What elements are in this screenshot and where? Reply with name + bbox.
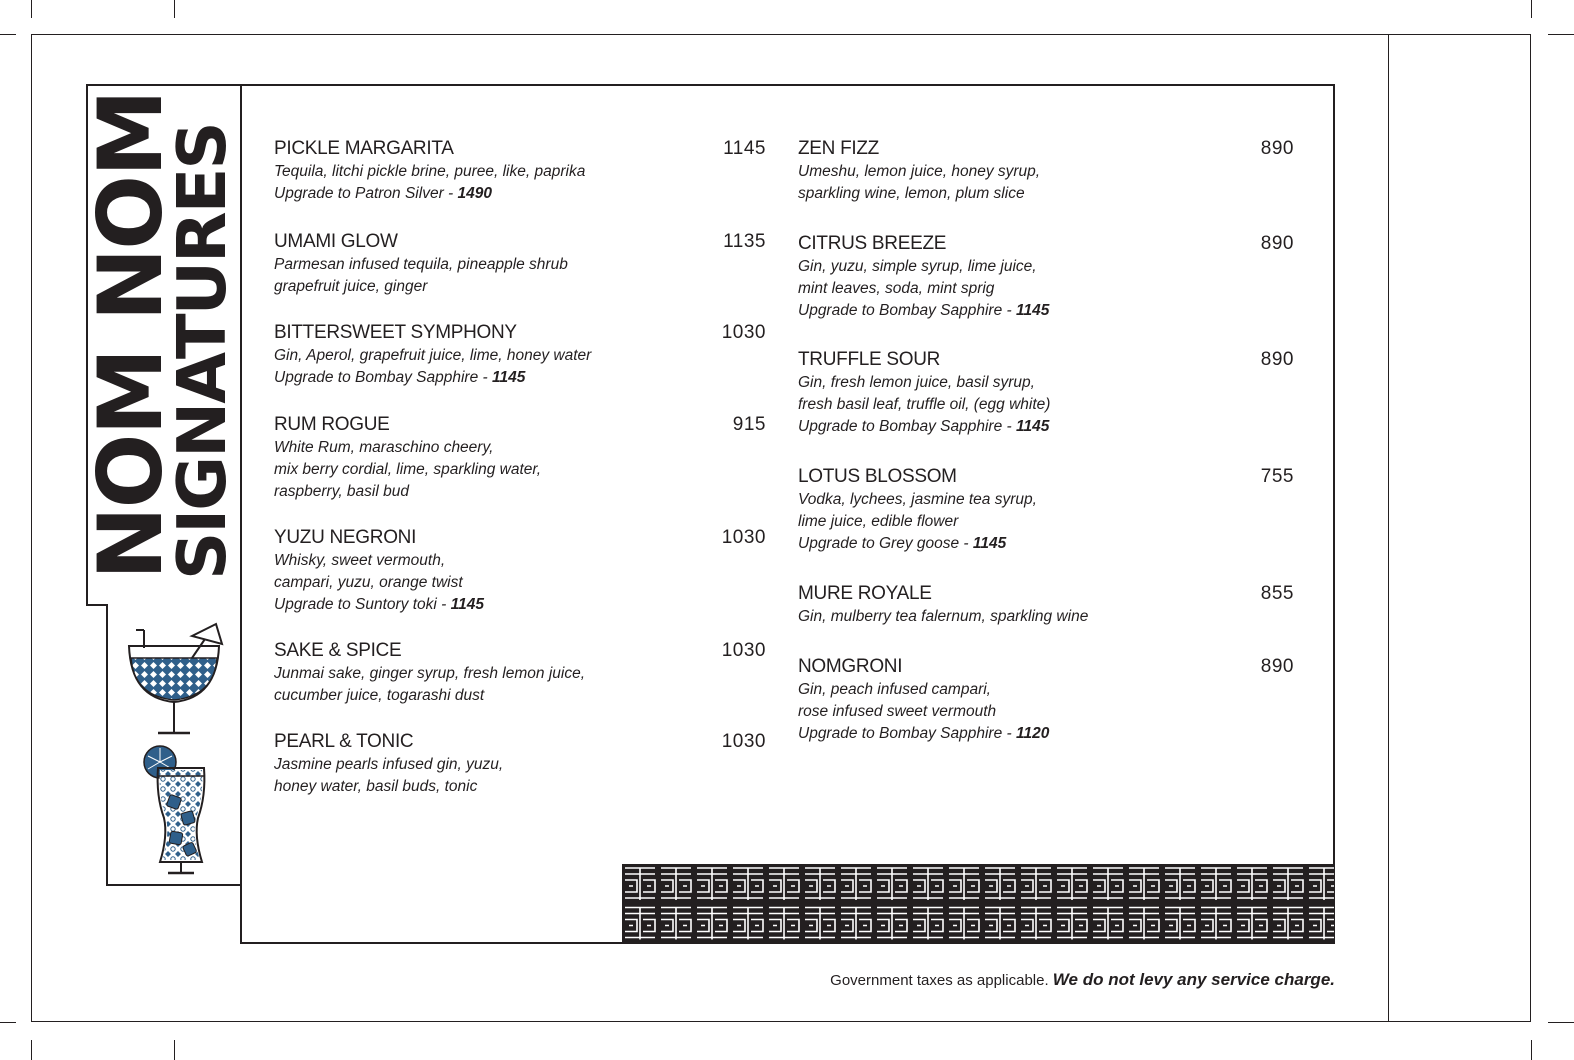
menu-item — [274, 414, 766, 502]
item-description: raspberry, basil bud — [274, 483, 409, 500]
item-description: White Rum, maraschino cheery, — [274, 439, 494, 456]
item-name: CITRUS BREEZE — [798, 233, 947, 254]
item-description: fresh basil leaf, truffle oil, (egg white) — [798, 396, 1051, 413]
item-upgrade: Upgrade to Bombay Sapphire - 1120 — [798, 725, 1050, 742]
crop-mark — [0, 1022, 16, 1023]
item-description: Jasmine pearls infused gin, yuzu, — [274, 756, 504, 773]
crop-mark — [1548, 1022, 1574, 1023]
crop-mark — [1548, 34, 1574, 35]
item-description: mix berry cordial, lime, sparkling water, — [274, 461, 542, 478]
item-description: Gin, yuzu, simple syrup, lime juice, — [798, 258, 1037, 275]
item-price: 890 — [1260, 138, 1294, 159]
title-line-2: SIGNATURES — [163, 123, 241, 580]
footer-text: Government taxes as applicable. — [830, 972, 1053, 989]
crop-mark — [174, 0, 175, 18]
item-description: Gin, fresh lemon juice, basil syrup, — [798, 374, 1035, 391]
item-upgrade: Upgrade to Bombay Sapphire - 1145 — [798, 418, 1050, 435]
item-description: Tequila, litchi pickle brine, puree, like, paprika — [274, 163, 586, 180]
footer-note — [830, 968, 1335, 993]
cocktail-glass-icon — [122, 616, 232, 746]
hurricane-glass-icon — [138, 744, 228, 884]
item-name: NOMGRONI — [798, 656, 903, 677]
item-price: 755 — [1260, 466, 1294, 487]
item-price: 890 — [1260, 656, 1294, 677]
item-price: 1145 — [723, 138, 766, 159]
item-price: 1030 — [721, 322, 766, 343]
item-name: PICKLE MARGARITA — [274, 138, 454, 159]
menu-item — [798, 138, 1294, 204]
item-name: RUM ROGUE — [274, 414, 390, 435]
crop-mark — [0, 34, 16, 35]
item-upgrade: Upgrade to Grey goose - 1145 — [798, 535, 1007, 552]
title-panel — [79, 84, 242, 606]
crop-mark — [31, 1040, 32, 1060]
item-description: Junmai sake, ginger syrup, fresh lemon juice, — [274, 665, 586, 682]
item-price: 915 — [732, 414, 766, 435]
item-description: cucumber juice, togarashi dust — [274, 687, 485, 704]
menu-item — [798, 233, 1294, 321]
menu-item — [274, 322, 766, 388]
item-description: Vodka, lychees, jasmine tea syrup, — [798, 491, 1037, 508]
crop-mark — [31, 0, 32, 18]
item-description: Umeshu, lemon juice, honey syrup, — [798, 163, 1041, 180]
item-name: YUZU NEGRONI — [274, 527, 417, 548]
item-description: honey water, basil buds, tonic — [274, 778, 478, 795]
item-name: TRUFFLE SOUR — [798, 349, 941, 370]
fold-line — [1388, 34, 1389, 1022]
menu-item — [798, 656, 1294, 744]
item-upgrade: Upgrade to Bombay Sapphire - 1145 — [274, 369, 526, 386]
menu-item — [274, 231, 766, 297]
item-description: Gin, mulberry tea falernum, sparkling wine — [798, 608, 1089, 625]
item-description: Gin, peach infused campari, — [798, 681, 991, 698]
crop-mark — [1531, 1040, 1532, 1060]
item-description: campari, yuzu, orange twist — [274, 574, 463, 591]
item-name: MURE ROYALE — [798, 583, 932, 604]
menu-item — [274, 731, 766, 797]
menu-item — [274, 640, 766, 706]
menu-item — [274, 138, 766, 204]
crop-mark — [174, 1040, 175, 1060]
item-name: LOTUS BLOSSOM — [798, 466, 957, 487]
item-upgrade: Upgrade to Suntory toki - 1145 — [274, 596, 484, 613]
title-line-1: NOM NOM — [79, 91, 182, 580]
crop-mark — [1531, 0, 1532, 18]
item-price: 1030 — [721, 527, 766, 548]
item-price: 890 — [1260, 349, 1294, 370]
item-upgrade: Upgrade to Bombay Sapphire - 1145 — [798, 302, 1050, 319]
item-name: BITTERSWEET SYMPHONY — [274, 322, 517, 343]
item-description: lime juice, edible flower — [798, 513, 959, 530]
item-description: Whisky, sweet vermouth, — [274, 552, 446, 569]
item-price: 1135 — [723, 231, 766, 252]
menu-title — [79, 91, 241, 580]
menu-item — [798, 466, 1294, 554]
item-name: SAKE & SPICE — [274, 640, 402, 661]
item-description: Gin, Aperol, grapefruit juice, lime, honey water — [274, 347, 592, 364]
item-upgrade: Upgrade to Patron Silver - 1490 — [274, 185, 492, 202]
item-description: rose infused sweet vermouth — [798, 703, 997, 720]
item-price: 890 — [1260, 233, 1294, 254]
item-name: ZEN FIZZ — [798, 138, 879, 159]
item-description: sparkling wine, lemon, plum slice — [798, 185, 1025, 202]
icon-panel — [106, 604, 242, 886]
item-name: PEARL & TONIC — [274, 731, 414, 752]
fret-pattern-band — [622, 864, 1334, 943]
item-description: grapefruit juice, ginger — [274, 278, 428, 295]
item-price: 1030 — [721, 731, 766, 752]
item-description: Parmesan infused tequila, pineapple shrub — [274, 256, 568, 273]
item-name: UMAMI GLOW — [274, 231, 398, 252]
item-price: 855 — [1260, 583, 1294, 604]
fret-pattern-graphic — [622, 864, 1334, 943]
item-price: 1030 — [721, 640, 766, 661]
footer-strong-text: We do not levy any service charge. — [1052, 970, 1335, 989]
menu-item — [274, 527, 766, 615]
menu-item — [798, 349, 1294, 437]
menu-item — [798, 583, 1294, 627]
item-description: mint leaves, soda, mint sprig — [798, 280, 995, 297]
